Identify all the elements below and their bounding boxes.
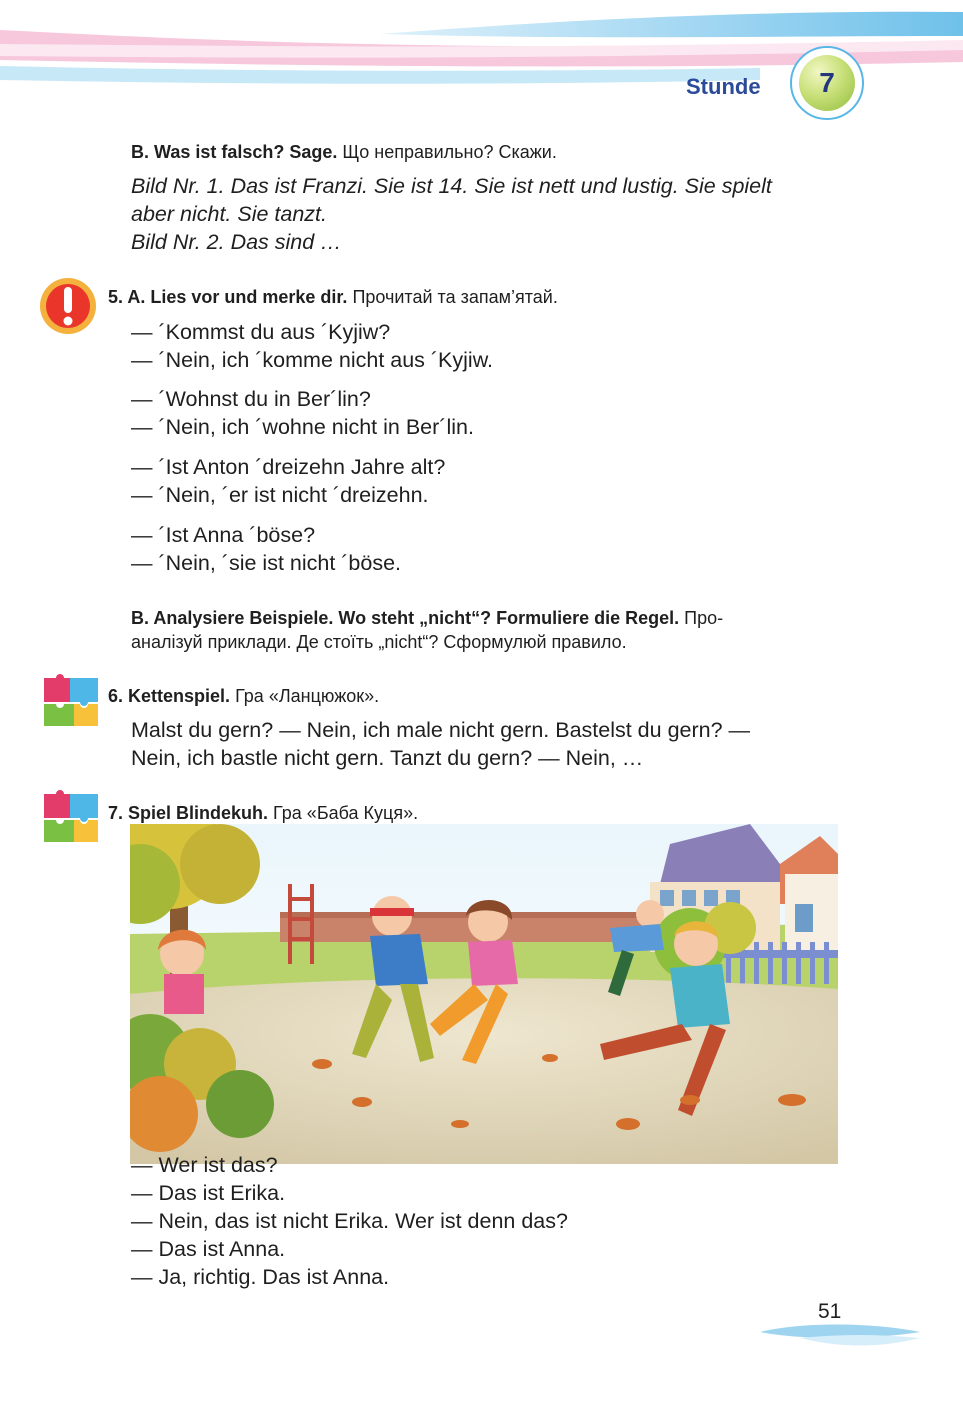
dialogue-line: — ´Kommst du aus ´Kyjiw? (131, 320, 391, 344)
exercise7-dialogue-line: — Das ist Erika. (131, 1181, 286, 1205)
section-b-line: Bild Nr. 1. Das ist Franzi. Sie ist 14. Sie ist nett und lustig. Sie spielt (131, 174, 772, 198)
lesson-label: Stunde (686, 74, 761, 99)
dialogue-line: — ´Ist Anton ´dreizehn Jahre alt? (131, 455, 446, 479)
exercise5-part-b-translation-cont: аналізуй приклади. Де стоїть „nicht“? Сформулюй правило. (131, 632, 627, 652)
puzzle-game-icon (40, 674, 102, 730)
dialogue-line: — ´Wohnst du in Ber´lin? (131, 387, 371, 411)
section-b-line: aber nicht. Sie tanzt. (131, 202, 327, 226)
exercise5-part-b-translation: Про- (684, 608, 724, 628)
exercise6-line: Malst du gern? — Nein, ich male nicht gern. Bastelst du gern? — (131, 718, 751, 742)
exercise7-title-translation: Гра «Баба Куця». (273, 803, 419, 823)
dialogue-line: — ´Nein, ich ´komme nicht aus ´Kyjiw. (131, 348, 494, 372)
page-number: 51 (818, 1300, 842, 1323)
puzzle-game-icon (40, 790, 102, 846)
exercise5-title (108, 285, 558, 309)
dialogue-line: — ´Nein, ´er ist nicht ´dreizehn. (131, 483, 429, 507)
footer-wave (760, 1318, 920, 1352)
exercise7-title (108, 801, 418, 825)
section-b-line: Bild Nr. 2. Das sind … (131, 230, 342, 254)
exercise7-title-bold: 7. Spiel Blindekuh. (108, 803, 269, 823)
section-b-title (131, 140, 557, 164)
lesson-number-badge (790, 46, 864, 120)
exercise6-line: Nein, ich bastle nicht gern. Tanzt du gern? — Nein, … (131, 746, 644, 770)
exercise5-title-translation: Прочитай та запам’ятай. (352, 287, 558, 307)
exercise7-dialogue-line: — Ja, richtig. Das ist Anna. (131, 1265, 390, 1289)
exercise7-dialogue-line: — Nein, das ist nicht Erika. Wer ist denn das? (131, 1209, 568, 1233)
blindekuh-illustration (130, 824, 838, 1164)
exercise5-part-b-bold: B. Analysiere Beispiele. Wo steht „nicht“? Formuliere die Regel. (131, 608, 680, 628)
dialogue-line: — ´Nein, ´sie ist nicht ´böse. (131, 551, 402, 575)
exercise6-title (108, 684, 379, 708)
exercise7-dialogue-line: — Das ist Anna. (131, 1237, 286, 1261)
dialogue-line: — ´Ist Anna ´böse? (131, 523, 316, 547)
exercise5-title-bold: 5. A. Lies vor und merke dir. (108, 287, 348, 307)
dialogue-line: — ´Nein, ich ´wohne nicht in Ber´lin. (131, 415, 474, 439)
exercise7-dialogue-line: — Wer ist das? (131, 1153, 278, 1177)
lesson-number: 7 (819, 67, 835, 98)
exclamation-alert-icon (38, 276, 98, 336)
exercise6-title-bold: 6. Kettenspiel. (108, 686, 231, 706)
exercise6-title-translation: Гра «Ланцюжок». (235, 686, 380, 706)
section-b-title-translation: Що неправильно? Скажи. (342, 142, 557, 162)
section-b-title-bold: B. Was ist falsch? Sage. (131, 142, 338, 162)
exercise5-part-b (131, 606, 723, 630)
